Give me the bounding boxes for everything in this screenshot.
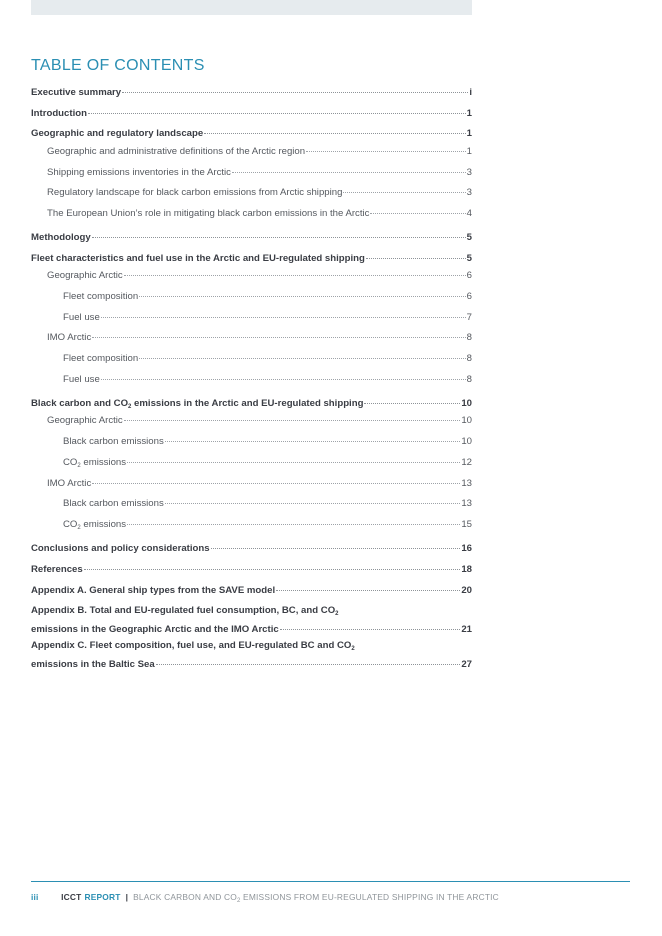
toc-entry-fuel-use[interactable] [63, 311, 472, 324]
toc-leader-dots [127, 524, 460, 525]
subscript: 2 [128, 404, 132, 410]
subscript: 2 [77, 525, 81, 531]
toc-entry-title: Black carbon emissions [63, 436, 164, 447]
toc-entry-page: 1 [466, 108, 472, 119]
toc-entry-title: The European Union’s role in mitigating black carbon emissions in the Arctic [47, 208, 370, 219]
footer-title [133, 892, 499, 902]
title-text: CO [63, 457, 78, 468]
toc-entry-introduction[interactable] [31, 107, 472, 120]
toc-entry-references[interactable] [31, 563, 472, 576]
toc-entry-page: 4 [466, 208, 472, 219]
toc-leader-dots [276, 590, 460, 591]
toc-entry-page: 21 [461, 624, 472, 635]
toc-entry-page: 8 [466, 374, 472, 385]
toc-entry-title: Fuel use [63, 374, 100, 385]
toc-entry-page: 6 [466, 291, 472, 302]
title-text: emissions [80, 457, 127, 468]
toc-entry-page: 10 [461, 415, 472, 426]
toc-entry-appendix-c[interactable] [31, 638, 472, 672]
toc-entry-page: 8 [466, 332, 472, 343]
title-text: CO [63, 519, 78, 530]
toc-leader-dots [101, 379, 466, 380]
footer-title-text: BLACK CARBON AND CO [133, 892, 237, 902]
toc-entry-title: Fuel use [63, 312, 100, 323]
toc-entry-fleet-composition[interactable] [63, 290, 472, 303]
toc-leader-dots [139, 296, 465, 297]
toc-entry-geographic-regulatory-landscape[interactable] [31, 127, 472, 140]
toc-entry-appendix-a[interactable] [31, 584, 472, 597]
toc-entry-fleet-composition[interactable] [63, 352, 472, 365]
toc-entry-title-line2 [31, 657, 472, 672]
toc-entry-imo-arctic[interactable] [47, 477, 472, 490]
toc-leader-dots [366, 258, 466, 259]
subscript: 2 [77, 463, 81, 469]
toc-entry-page: 18 [461, 564, 472, 575]
subscript: 2 [351, 646, 355, 652]
toc-entry-title: Geographic and regulatory landscape [31, 128, 204, 139]
toc-entry-emissions-inventories[interactable] [47, 166, 472, 179]
toc-entry-page: 3 [466, 167, 472, 178]
toc-entry-page: 10 [461, 436, 472, 447]
toc-entry-title: References [31, 564, 83, 575]
toc-entry-title: Geographic Arctic [47, 270, 123, 281]
toc-leader-dots [84, 569, 461, 570]
footer-page-number: iii [31, 892, 39, 902]
toc-entry-conclusions[interactable] [31, 542, 472, 555]
toc-entry-page: 27 [461, 659, 472, 670]
title-text: emissions in the Arctic and EU-regulated shipping [131, 398, 364, 409]
toc-leader-dots [124, 420, 461, 421]
header-band [31, 0, 472, 15]
toc-leader-dots [211, 548, 461, 549]
toc-entry-title: Introduction [31, 108, 87, 119]
toc-entry-title: Fleet composition [63, 353, 139, 364]
toc-entry-executive-summary[interactable] [31, 86, 472, 99]
toc-leader-dots [92, 483, 460, 484]
toc-entry-title: Shipping emissions inventories in the Arctic [47, 167, 231, 178]
toc-leader-dots [92, 237, 466, 238]
title-text: emissions [80, 519, 127, 530]
toc-entry-page: 10 [461, 398, 472, 409]
footer-separator: | [125, 892, 129, 902]
toc-entry-page: 13 [461, 498, 472, 509]
toc-entry-title: Fleet characteristics and fuel use in the Arctic and EU-regulated shipping [31, 253, 365, 264]
toc-leader-dots [139, 358, 465, 359]
toc-entry-page: 13 [461, 478, 472, 489]
toc-entry-title: Geographic and administrative definitions of the Arctic region [47, 146, 306, 157]
toc-entry-page: 6 [466, 270, 472, 281]
toc-entry-co2-emissions[interactable] [63, 456, 472, 473]
footer-report-label: REPORT [84, 892, 121, 902]
toc-entry-fuel-use[interactable] [63, 373, 472, 386]
toc-leader-dots [370, 213, 465, 214]
toc-entry-page: i [469, 87, 472, 98]
toc-leader-dots [232, 172, 466, 173]
toc-entry-page: 5 [466, 253, 472, 264]
toc-entry-title: IMO Arctic [47, 478, 92, 489]
toc-entry-title: Geographic Arctic [47, 415, 123, 426]
toc-entry-arctic-definitions[interactable] [47, 145, 472, 158]
toc-entry-title: IMO Arctic [47, 332, 92, 343]
toc-entry-black-carbon-emissions[interactable] [63, 435, 472, 448]
toc-leader-dots [92, 337, 465, 338]
toc-entry-title: Methodology [31, 232, 91, 243]
toc-entry-title: Appendix A. General ship types from the SAVE model [31, 585, 276, 596]
toc-entry-page: 1 [466, 128, 472, 139]
toc-entry-title-line1 [31, 603, 472, 622]
toc-leader-dots [165, 503, 461, 504]
toc-leader-dots [165, 441, 461, 442]
title-text: Appendix C. Fleet composition, fuel use, and EU-regulated BC and CO [31, 640, 352, 651]
toc-entry-page: 20 [461, 585, 472, 596]
toc-entry-title [63, 518, 126, 535]
toc-entry-page: 5 [466, 232, 472, 243]
toc-entry-title-line2 [31, 622, 472, 637]
toc-leader-dots [204, 133, 465, 134]
toc-entry-title [63, 456, 126, 473]
page-footer [31, 892, 499, 904]
toc-leader-dots [306, 151, 466, 152]
toc-leader-dots [101, 317, 466, 318]
toc-entry-bc-co2-emissions[interactable] [31, 397, 472, 414]
toc-entry-page: 8 [466, 353, 472, 364]
title-text: Appendix B. Total and EU-regulated fuel consumption, BC, and CO [31, 605, 336, 616]
toc-entry-page: 16 [461, 543, 472, 554]
toc-entry-title: Fleet composition [63, 291, 139, 302]
toc-leader-dots [127, 462, 460, 463]
footer-title-text: EMISSIONS FROM EU-REGULATED SHIPPING IN THE ARCTIC [240, 892, 499, 902]
toc-entry-regulatory-landscape[interactable] [47, 186, 472, 199]
toc-entry-appendix-b[interactable] [31, 603, 472, 637]
toc-entry-black-carbon-emissions[interactable] [63, 497, 472, 510]
subscript: 2 [236, 898, 241, 904]
toc-entry-title: Conclusions and policy considerations [31, 543, 210, 554]
toc-entry-page: 15 [461, 519, 472, 530]
toc-leader-dots [156, 664, 461, 665]
title-text: Black carbon and CO [31, 398, 129, 409]
toc-entry-geographic-arctic[interactable] [47, 269, 472, 282]
toc-entry-title: Black carbon emissions [63, 498, 164, 509]
toc-entry-methodology[interactable] [31, 231, 472, 244]
toc-entry-page: 12 [461, 457, 472, 468]
toc-leader-dots [364, 403, 460, 404]
footer-org: ICCT [61, 892, 82, 902]
toc-entry-title-line1 [31, 638, 472, 657]
toc-leader-dots [122, 92, 468, 93]
toc-entry-eu-role[interactable] [47, 207, 472, 220]
toc-leader-dots [124, 275, 466, 276]
title-text: emissions in the Geographic Arctic and the IMO Arctic [31, 624, 279, 635]
toc-entry-fleet-characteristics[interactable] [31, 252, 472, 265]
title-text: emissions in the Baltic Sea [31, 659, 155, 670]
toc-leader-dots [343, 192, 465, 193]
toc-title: TABLE OF CONTENTS [31, 57, 205, 74]
toc-entry-title [31, 397, 363, 414]
subscript: 2 [335, 611, 339, 617]
footer-rule [31, 881, 630, 882]
toc-leader-dots [280, 629, 461, 630]
toc-entry-page: 1 [466, 146, 472, 157]
toc-entry-title: Executive summary [31, 87, 122, 98]
toc-entry-page: 3 [466, 187, 472, 198]
toc-leader-dots [88, 113, 466, 114]
toc-entry-co2-emissions[interactable] [63, 518, 472, 535]
toc-entry-page: 7 [466, 312, 472, 323]
toc-entry-title: Regulatory landscape for black carbon emissions from Arctic shipping [47, 187, 343, 198]
toc-entry-geographic-arctic[interactable] [47, 414, 472, 427]
toc-entry-imo-arctic[interactable] [47, 331, 472, 344]
